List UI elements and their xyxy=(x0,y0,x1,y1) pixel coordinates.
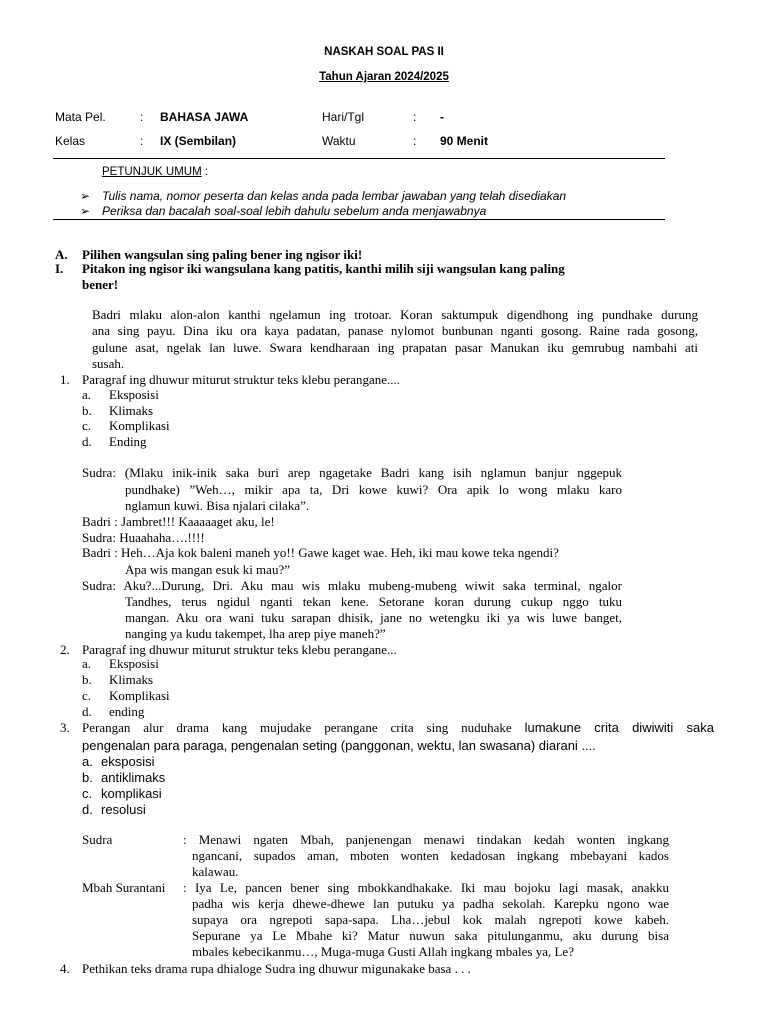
option-c[interactable]: c. Komplikasi xyxy=(82,418,170,433)
dialog-line: nanging ya kudu takempet, lha arep piye maneh?” xyxy=(125,626,386,641)
question-text: Paragraf ing dhuwur miturut struktur teks klebu perangane... xyxy=(82,642,397,657)
passage-line: susah. xyxy=(92,356,125,371)
option-a[interactable]: a. eksposisi xyxy=(82,754,155,769)
passage-line: Badri mlaku alon-alon kanthi ngelamun ing trotoar. Koran saktumpuk digendhong ing pundhake durung xyxy=(92,307,698,322)
question-text-cont: lumakune crita diwiwiti saka xyxy=(524,720,714,735)
subject-value: BAHASA JAWA xyxy=(160,110,249,124)
class-label: Kelas xyxy=(55,134,86,148)
question-3 xyxy=(60,720,714,736)
instruction-text: Periksa dan bacalah soal-soal lebih dahulu sebelum anda menjawabnya xyxy=(102,204,487,218)
day-value: - xyxy=(440,110,444,124)
dialog-line: Badri : Jambret!!! Kaaaaaget aku, le! xyxy=(82,514,275,529)
academic-year: Tahun Ajaran 2024/2025 xyxy=(319,71,449,83)
question-text: Pethikan teks drama rupa dhialoge Sudra ing dhuwur migunakake basa . . . xyxy=(82,961,471,976)
instructions-title: PETUNJUK UMUM xyxy=(102,166,202,178)
divider-bottom xyxy=(53,219,665,220)
instruction-item xyxy=(80,204,486,218)
question-number: 4. xyxy=(60,961,70,976)
question-text: Perangan alur drama kang mujudake perangane crita sing nuduhake xyxy=(82,720,525,735)
dialog-line: pundhake) ”Weh…, mikir apa ta, Dri kowe kuwi? Ora apik lo wong mlaku karo xyxy=(125,482,622,497)
instructions-heading xyxy=(102,166,208,178)
dialog-line: kalawau. xyxy=(192,864,239,879)
time-label: Waktu xyxy=(322,134,356,148)
speaker-mbah-surantani: Mbah Surantani xyxy=(82,880,166,895)
dialog-line: ngancani, supados aman, mboten wonten kedadosan ingkang mbebayani kados xyxy=(192,848,669,863)
section-i-text: Pitakon ing ngisor iki wangsulana kang patitis, kanthi milih siji wangsulan kang paling xyxy=(82,261,565,276)
document-title: NASKAH SOAL PAS II xyxy=(324,46,444,58)
passage-line: gulune asat, ngelak lan luwe. Swara kendharaan ing prapatan pasar Manukan iku gemrubug nambahi ati xyxy=(92,340,698,355)
dialog-line: Sudra: Huaahaha….!!!! xyxy=(82,530,205,545)
section-i-text-cont: bener! xyxy=(82,277,119,292)
question-1 xyxy=(60,372,400,388)
dialog-line: Badri : Heh…Aja kok baleni maneh yo!! Gawe kaget wae. Heh, iki mau kowe teka ngendi? xyxy=(82,545,559,560)
option-c[interactable]: c. komplikasi xyxy=(82,786,162,801)
option-a[interactable]: a. Eksposisi xyxy=(82,656,159,671)
option-c[interactable]: c. Komplikasi xyxy=(82,688,170,703)
dialog-line: mangan. Aku ora wani tuku sarapan dhisik, jane no wetengku iki ya wis luwe banget, xyxy=(125,610,622,625)
class-value: IX (Sembilan) xyxy=(160,134,237,148)
dialog-line: nglamun kuwi. Bisa njalari cilaka”. xyxy=(125,498,310,513)
dialog-line: : Iya Le, pancen bener sing mbokkandhakake. Iki mau bojoku lagi masak, anakku xyxy=(183,880,669,895)
arrow-bullet-icon: ➢ xyxy=(80,204,91,218)
section-i-letter: I. xyxy=(55,261,64,276)
dialog-line: Sudra: Aku?...Durung, Dri. Aku mau wis mlaku mubeng-mubeng wiwit saka terminal, ngalor xyxy=(82,578,622,593)
dialog-line: Apa wis mangan esuk ki mau?” xyxy=(125,562,290,577)
dialog-line: mbales kebecikanmu…, Muga-muga Gusti Allah ingkang mbales ya, Le? xyxy=(192,944,574,959)
day-label: Hari/Tgl xyxy=(322,110,365,124)
option-b[interactable]: b. Klimaks xyxy=(82,672,154,687)
question-3-line2: pengenalan para paraga, pengenalan seting (panggonan, wektu, lan swasana) diarani .... xyxy=(82,738,596,753)
section-a-letter: A. xyxy=(55,247,68,262)
subject-label: Mata Pel. xyxy=(55,110,106,124)
dialog-line: : Menawi ngaten Mbah, panjenengan menawi tindakan kedah wonten ingkang xyxy=(183,832,669,847)
instruction-text: Tulis nama, nomor peserta dan kelas anda pada lembar jawaban yang telah disediakan xyxy=(102,189,567,203)
time-sep: : xyxy=(413,134,417,148)
question-text: Paragraf ing dhuwur miturut struktur teks klebu perangane.... xyxy=(82,372,401,387)
day-sep: : xyxy=(413,110,417,124)
option-d[interactable]: d. resolusi xyxy=(82,802,146,817)
question-number: 1. xyxy=(60,372,70,387)
instruction-item xyxy=(80,189,566,203)
class-sep: : xyxy=(140,134,144,148)
section-a-text: Pilihen wangsulan sing paling bener ing ngisor iki! xyxy=(82,247,363,262)
option-b[interactable]: b. antiklimaks xyxy=(82,770,166,785)
dialog-line: Sepurane ya Le Mbahe ki? Matur nuwun saka pitulunganmu, aku durung bisa xyxy=(192,928,669,943)
dialog-line: Sudra: (Mlaku inik-inik saka buri arep ngagetake Badri kang isih nglamun banjur nggepuk xyxy=(82,465,622,480)
question-number: 3. xyxy=(60,720,70,735)
option-b[interactable]: b. Klimaks xyxy=(82,403,154,418)
instructions-colon: : xyxy=(201,166,209,178)
subject-sep: : xyxy=(140,110,144,124)
option-d[interactable]: d. Ending xyxy=(82,434,147,449)
dialog-line: Tandhes, terus ngidul nganti tekan kene. Setorane koran durung cukup nggo tuku xyxy=(125,594,622,609)
dialog-line: supaya ora ngrepoti sapa-sapa. Lha…jebul kok malah ngrepoti kowe kabeh. xyxy=(192,912,669,927)
arrow-bullet-icon: ➢ xyxy=(80,189,91,203)
option-a[interactable]: a. Eksposisi xyxy=(82,387,159,402)
question-4 xyxy=(60,961,471,977)
divider-top xyxy=(53,158,665,159)
question-number: 2. xyxy=(60,642,70,657)
speaker-sudra: Sudra xyxy=(82,832,113,847)
time-value: 90 Menit xyxy=(440,134,489,148)
option-d[interactable]: d. ending xyxy=(82,704,145,719)
dialog-line: padha wis kerja dhewe-dhewe lan putuku ya padha sekolah. Karepku ngono wae xyxy=(192,896,669,911)
passage-line: ana sing payu. Dina iku ora kaya padatan, panase nylomot bunbunan nganti gosong. Raine rada gosong, xyxy=(92,323,698,338)
